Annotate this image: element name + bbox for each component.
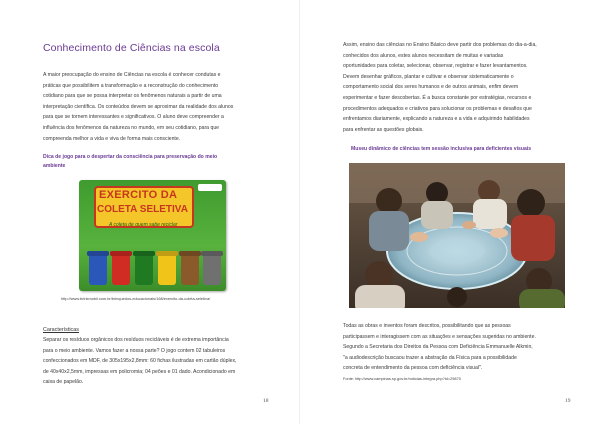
text-line: Todas as obras e inventos foram descritos, possibilitando que as pessoas	[343, 323, 511, 329]
text-line: compreenda melhor a vida e viva de forma mais consciente.	[43, 135, 181, 142]
text-line: procedimentos adequados e criativos para solucionar os problemas e desafios que	[343, 105, 532, 112]
text-line: de 40x40x2,5mm, impressas em policromia; 04 peões e 01 dado. Acondicionado em	[43, 368, 236, 375]
characteristics-heading: Características	[43, 327, 79, 333]
text-line: confeccionados em MDF, de 305x195x2,8mm: 60 fichas ilustradas em cartão dúplex,	[43, 358, 237, 365]
text-line: Assim, ensino das ciências no Ensino Básico deve partir dos problemas do dia-a-dia,	[343, 42, 537, 48]
box-title-line2: COLETA SELETIVA	[97, 204, 188, 215]
gray-bin-icon	[203, 255, 221, 285]
page-title: Conhecimento de Ciências na escola	[43, 42, 220, 54]
text-line: enfrentamos diariamente, explicando a natureza e a vida e adquirindo habilidades	[343, 116, 530, 123]
text-line: caixa de papelão.	[43, 379, 84, 386]
text-line: comportamento social dos seres humanos e de outros animais, enfim devem	[343, 84, 519, 91]
blue-bin-icon	[89, 255, 107, 285]
text-line: cotidiano para que se possa interpretar os fenômenos naturais a partir de uma	[43, 93, 222, 100]
text-line: "a audiodescrição buscaou trazer a abstração da Física para a possibilidade	[343, 354, 517, 361]
caption-line: ambiente	[43, 162, 66, 169]
game-box-image	[79, 180, 226, 291]
text-line: para que se tornem interessantes e significativos. O aluno deve compreender a	[43, 114, 224, 121]
text-line: influência dos fenômenos da natureza no mundo, em seu cotidiano, para que	[43, 124, 220, 131]
brand-tag	[198, 184, 222, 191]
news-source: Fonte: http://www.campinas.sp.gov.br/noticias-integra.php?id=29870	[343, 376, 461, 381]
museum-photo	[349, 163, 565, 308]
caption-line: Dica de jogo para o despertar da consciência para preservação do meio	[43, 154, 218, 160]
game-caption	[43, 153, 258, 170]
text-line: para enfrentar as questões globais.	[343, 126, 424, 133]
photo-caption: Museu dinâmico de ciências tem sessão inclusiva para deficientes visuais	[351, 146, 532, 152]
box-title-line1: EXERCITO DA	[99, 189, 178, 201]
green-bin-icon	[135, 255, 153, 285]
text-line: participassem e interagissem com as situações e sensações sugeridas no ambiente.	[343, 333, 536, 340]
box-subtitle: A coleta de quem sabe reciclar	[109, 222, 178, 228]
brown-bin-icon	[181, 255, 199, 285]
text-line: Segundo a Secretaria dos Direitos da Pessoa com Deficiência Emmanuelle Alkmin,	[343, 344, 533, 351]
text-line: práticas que possibilitem a transformação e a reconstrução do conhecimento	[43, 82, 219, 89]
yellow-bin-icon	[158, 255, 176, 285]
page-number: 18	[263, 398, 269, 404]
text-line: Separar os resíduos orgânicos dos resíduos recicláveis é de extrema importância	[43, 337, 229, 343]
intro-paragraph	[43, 70, 258, 144]
text-line: interpretação científica. Os conteúdos devem se aproximar da realidade dos alunos	[43, 103, 234, 110]
text-line: experimentar e fazer descobertas. É a busca constante por estratégias, recursos e	[343, 94, 532, 101]
red-bin-icon	[112, 255, 130, 285]
text-line: Devem desenhar gráficos, plantar e cultivar e observar sistematicamente o	[343, 73, 514, 80]
text-line: A maior preocupação do ensino de Ciências na escola é conhecer condutas e	[43, 72, 221, 78]
museum-paragraph	[343, 321, 567, 374]
text-line: conhecidos dos alunos, estes alunos necessitam de muitas e variadas	[343, 52, 504, 59]
text-line: oportunidades para coletar, selecionar, observar, registrar e fazer levantamentos.	[343, 63, 528, 70]
characteristics-paragraph	[43, 335, 258, 388]
page-number: 19	[565, 398, 571, 404]
text-line: para o meio ambiente. Vamos fazer a nossa parte? O jogo contem 02 tabuleiros	[43, 347, 226, 354]
image-source: http://www.brinkmobil.com.br/brinquedos-educacionais/168/exercito-da-coleta-seletiva/	[61, 296, 211, 301]
intro-paragraph	[343, 40, 567, 135]
text-line: concreta de entendimento da pessoa com deficiência visual".	[343, 365, 483, 372]
